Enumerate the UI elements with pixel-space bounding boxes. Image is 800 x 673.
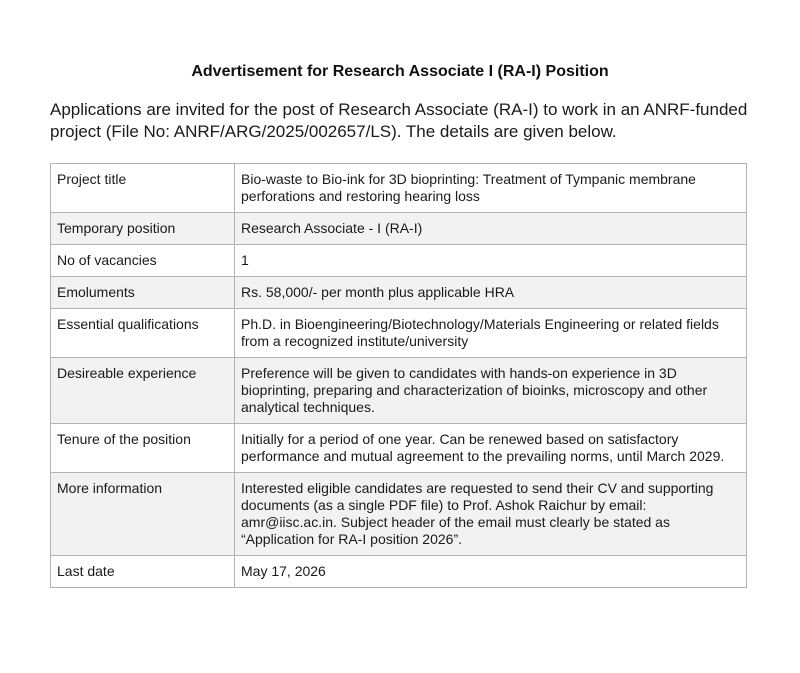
table-row-emoluments: [51, 277, 747, 309]
row-value: Ph.D. in Bioengineering/Biotechnology/Materials Engineering or related fields from a recognized institute/university: [235, 309, 747, 358]
row-value: Interested eligible candidates are requested to send their CV and supporting documents (as a single PDF file) to Prof. Ashok Raichur by email: amr@iisc.ac.in. Subject header of the email must clearly be stated as “Application for RA-I position 2026”.: [235, 473, 747, 556]
table-row-last-date: [51, 556, 747, 588]
row-value: Rs. 58,000/- per month plus applicable HRA: [235, 277, 747, 309]
row-value: Research Associate - I (RA-I): [235, 213, 747, 245]
row-label: Last date: [51, 556, 235, 588]
row-label: Project title: [51, 164, 235, 213]
row-label: Temporary position: [51, 213, 235, 245]
row-label: No of vacancies: [51, 245, 235, 277]
table-row-more-information: [51, 473, 747, 556]
row-label: Desireable experience: [51, 358, 235, 424]
details-table: [50, 163, 747, 588]
table-row-qualifications: [51, 309, 747, 358]
intro-paragraph: Applications are invited for the post of Research Associate (RA-I) to work in an ANRF-funded project (File No: ANRF/ARG/2025/002657/LS). The details are given below.: [50, 100, 748, 141]
row-label: Emoluments: [51, 277, 235, 309]
table-row-vacancies: [51, 245, 747, 277]
row-value: Bio-waste to Bio-ink for 3D bioprinting: Treatment of Tympanic membrane perforations and restoring hearing loss: [235, 164, 747, 213]
row-label: Tenure of the position: [51, 424, 235, 473]
document-title: Advertisement for Research Associate I (RA-I) Position: [191, 63, 609, 80]
row-value: 1: [235, 245, 747, 277]
table-row-experience: [51, 358, 747, 424]
row-value: May 17, 2026: [235, 556, 747, 588]
table-row-project-title: [51, 164, 747, 213]
row-value: Initially for a period of one year. Can be renewed based on satisfactory performance and mutual agreement to the prevailing norms, until March 2029.: [235, 424, 747, 473]
table-row-temporary-position: [51, 213, 747, 245]
row-value: Preference will be given to candidates with hands-on experience in 3D bioprinting, preparing and characterization of bioinks, microscopy and other analytical techniques.: [235, 358, 747, 424]
table-row-tenure: [51, 424, 747, 473]
row-label: Essential qualifications: [51, 309, 235, 358]
row-label: More information: [51, 473, 235, 556]
